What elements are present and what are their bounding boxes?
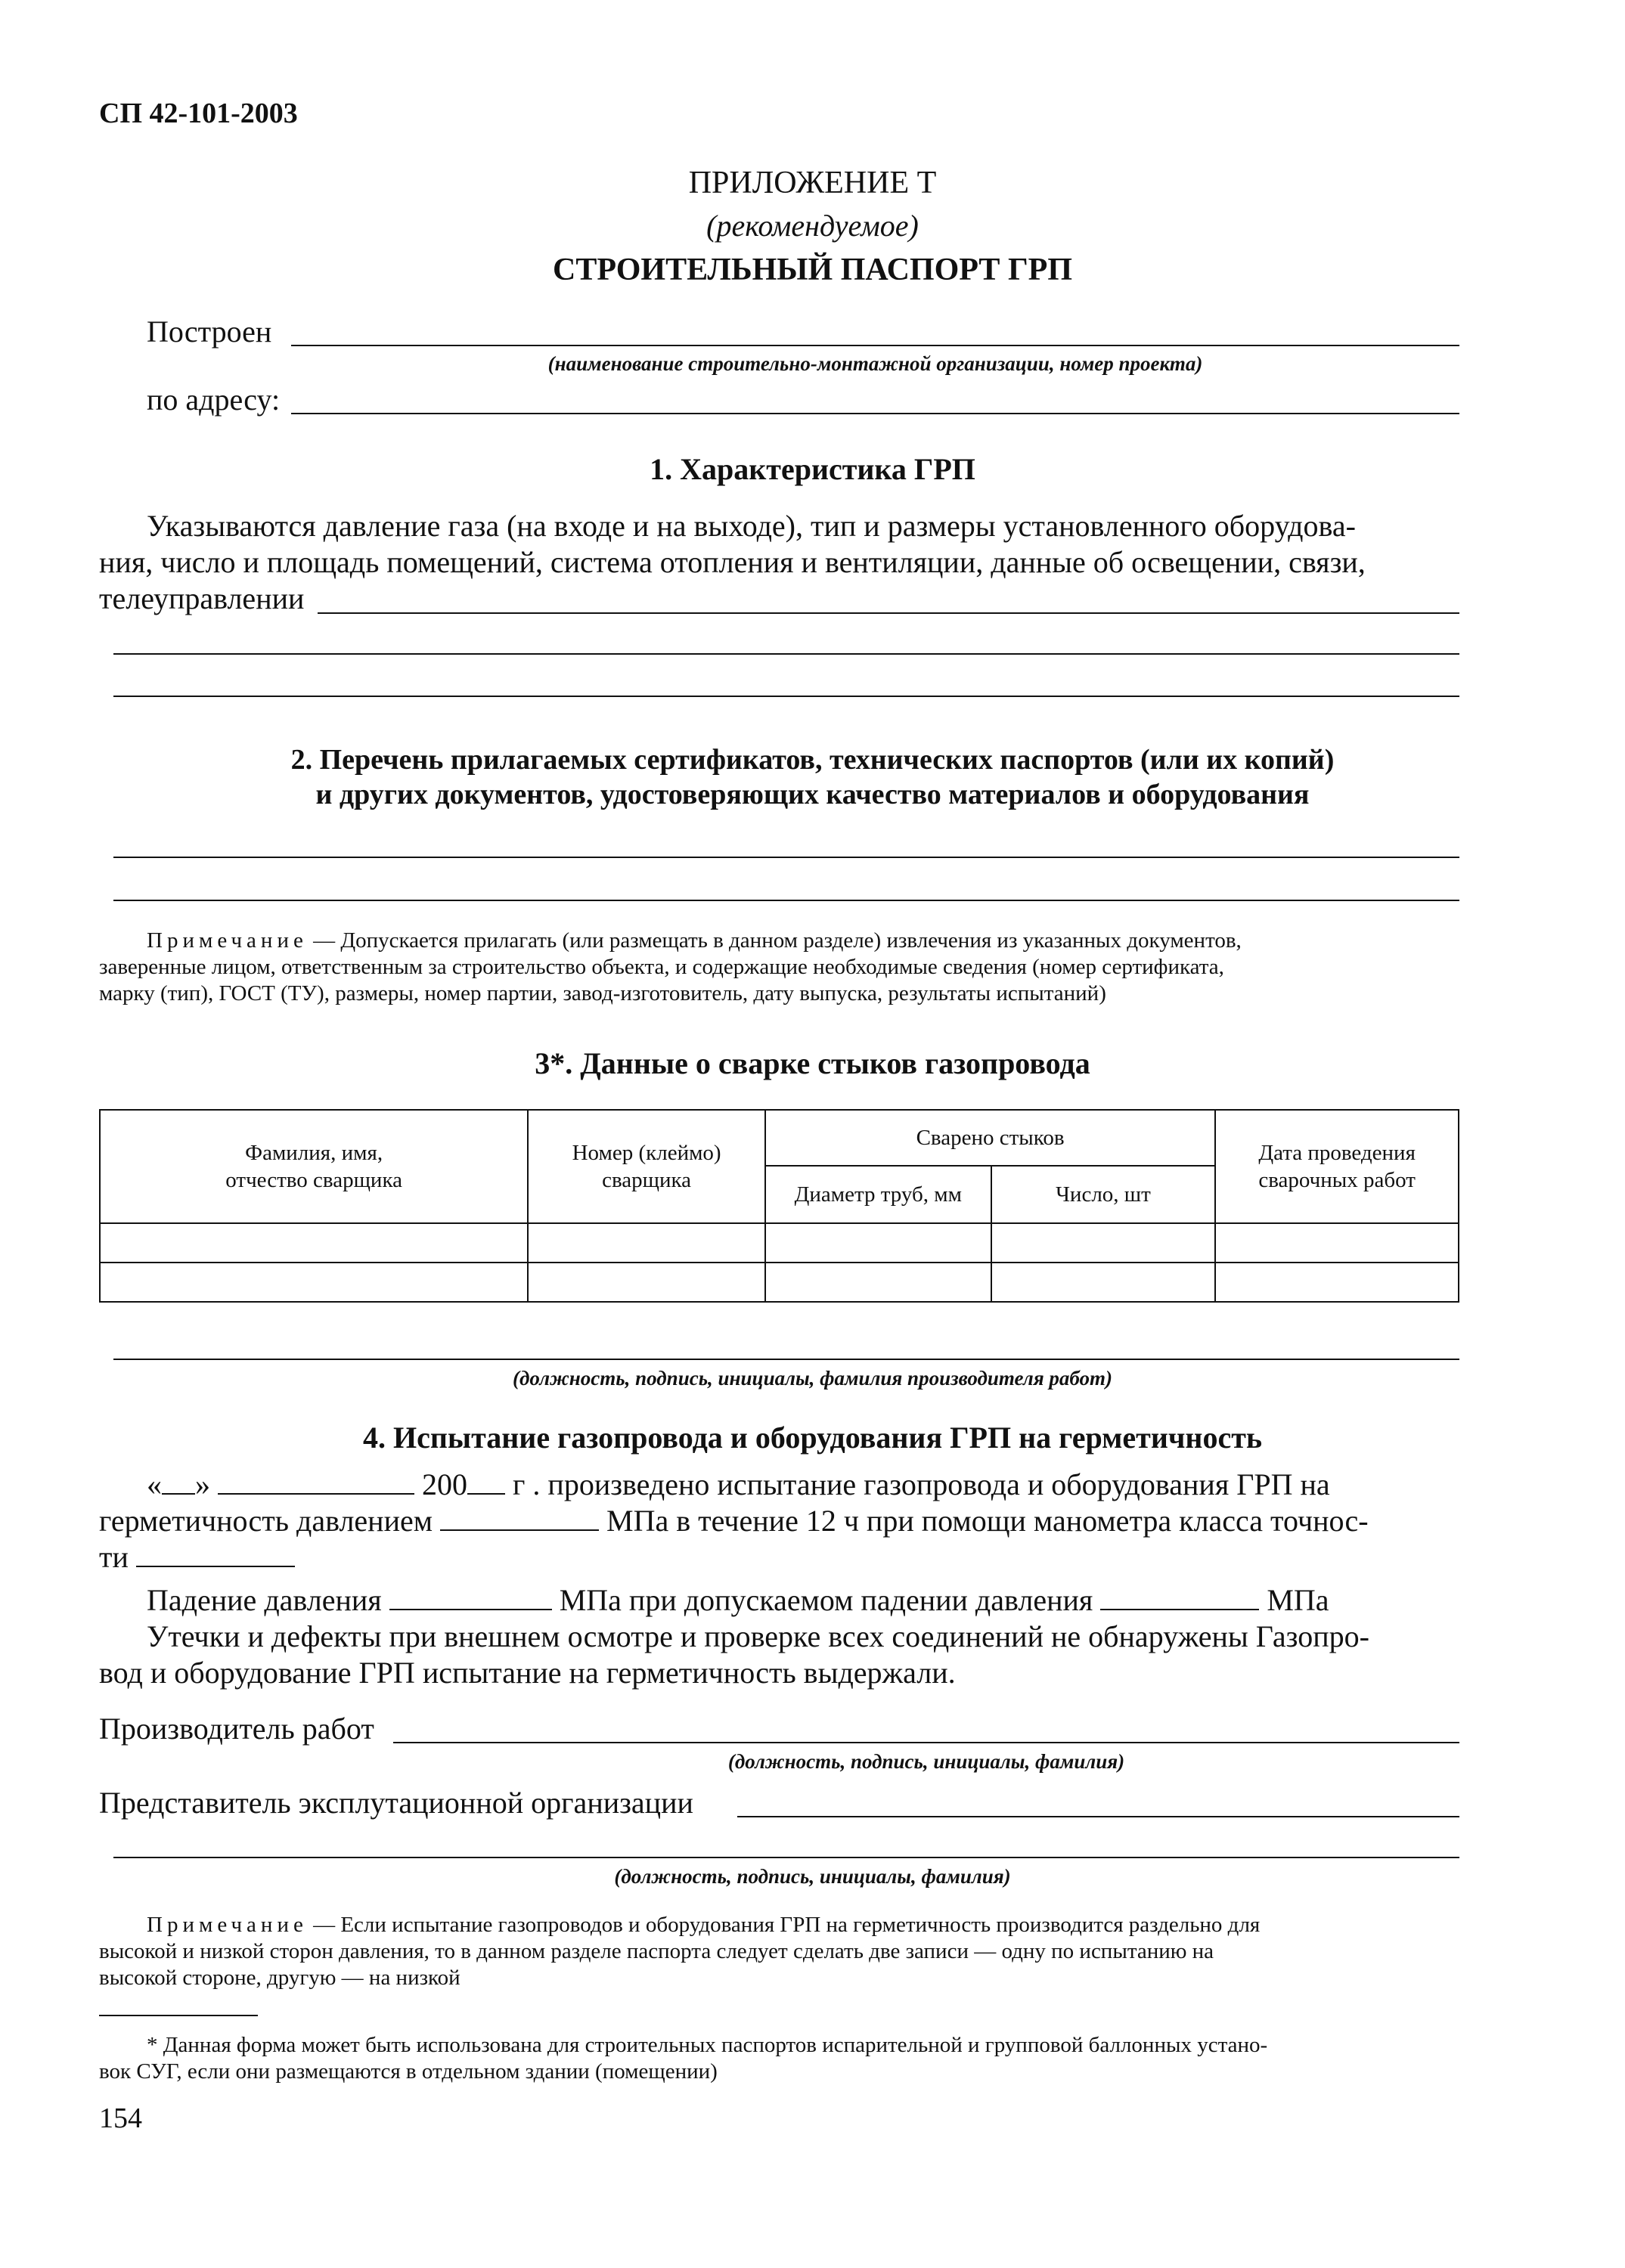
- table-row: [100, 1263, 1459, 1302]
- table-cell[interactable]: [991, 1223, 1216, 1263]
- table-cell[interactable]: [765, 1223, 991, 1263]
- section-1-field[interactable]: [318, 612, 1459, 614]
- allowed-drop-field[interactable]: [1100, 1608, 1259, 1610]
- accuracy-class-label: ти: [99, 1540, 129, 1574]
- address-label: по адресу:: [147, 383, 281, 417]
- note-label: Примечание: [147, 928, 308, 953]
- col-header-pipe-diameter: Диаметр труб, мм: [765, 1166, 991, 1223]
- pressure-drop-field[interactable]: [389, 1608, 552, 1610]
- built-by-label: Построен: [147, 314, 272, 349]
- section-1-text-line: Указываются давление газа (на входе и на выходе), тип и размеры установленного оборудова-: [147, 509, 1356, 543]
- test-month-field[interactable]: [218, 1492, 414, 1495]
- section-4-note-line: высокой и низкой сторон давления, то в данном разделе паспорта следует сделать две записи — одну по испытанию на: [99, 1939, 1214, 1963]
- operator-field[interactable]: [113, 1857, 1459, 1858]
- operator-field[interactable]: [737, 1816, 1459, 1817]
- note-text: — Допускается прилагать (или размещать в данном разделе) извлечения из указанных документов,: [307, 928, 1242, 953]
- section-1-field[interactable]: [113, 653, 1459, 655]
- table-cell[interactable]: [528, 1223, 765, 1263]
- table-cell[interactable]: [1215, 1263, 1459, 1302]
- allowed-drop-unit: МПа: [1267, 1583, 1329, 1617]
- section-3-heading: 3*. Данные о сварке стыков газопровода: [535, 1046, 1090, 1080]
- footnote-divider: [99, 2015, 258, 2016]
- test-pressure-field[interactable]: [440, 1529, 599, 1531]
- leaks-text-line: вод и оборудование ГРП испытание на герметичность выдержали.: [99, 1656, 956, 1690]
- test-date-line: [147, 1467, 1330, 1503]
- page-number: 154: [99, 2102, 142, 2134]
- pressure-drop-label: Падение давления: [147, 1583, 382, 1617]
- section-2-heading: [0, 742, 1625, 812]
- contractor-label: Производитель работ: [99, 1712, 374, 1746]
- section-2-heading-line: и других документов, удостоверяющих качество материалов и оборудования: [315, 779, 1310, 810]
- section-2-note-line: [147, 928, 1242, 954]
- col-header-welder-name: Фамилия, имя, отчество сварщика: [100, 1110, 528, 1223]
- table-cell[interactable]: [528, 1263, 765, 1302]
- built-by-hint: (наименование строительно-монтажной организации, номер проекта): [547, 352, 1203, 375]
- appendix-status: (рекомендуемое): [706, 209, 919, 243]
- form-title: СТРОИТЕЛЬНЫЙ ПАСПОРТ ГРП: [552, 253, 1072, 287]
- footnote-line: * Данная форма может быть использована для строительных паспортов испарительной и групповой баллонных устано-: [147, 2033, 1268, 2057]
- col-header-welded-joints: Сварено стыков: [765, 1110, 1215, 1166]
- section-1-text-line: телеуправлении: [99, 581, 305, 615]
- table-row: [100, 1223, 1459, 1263]
- contractor-hint: (должность, подпись, инициалы, фамилия): [727, 1750, 1125, 1773]
- section-4-note-line: [147, 1912, 1260, 1938]
- pressure-drop-line: [147, 1582, 1329, 1619]
- col-header-welding-date: Дата проведения сварочных работ: [1215, 1110, 1459, 1223]
- footnote-line: вок СУГ, если они размещаются в отдельном здании (помещении): [99, 2059, 718, 2084]
- operator-hint: (должность, подпись, инициалы, фамилия): [614, 1865, 1011, 1888]
- col-header-joint-count: Число, шт: [991, 1166, 1216, 1223]
- note-label: Примечание: [147, 1913, 308, 1937]
- section-4-note-line: высокой стороне, другую — на низкой: [99, 1966, 461, 1990]
- test-pressure-line: [99, 1503, 1369, 1539]
- accuracy-class-line: [99, 1539, 295, 1576]
- note-text: — Если испытание газопроводов и оборудования ГРП на герметичность производится раздельно для: [307, 1913, 1261, 1937]
- section-1-heading: 1. Характеристика ГРП: [650, 452, 975, 486]
- section-2-field[interactable]: [113, 857, 1459, 858]
- table-cell[interactable]: [100, 1223, 528, 1263]
- table-cell[interactable]: [1215, 1223, 1459, 1263]
- quote-open: «: [147, 1467, 162, 1501]
- accuracy-class-field[interactable]: [136, 1565, 295, 1567]
- test-pressure-label: герметичность давлением: [99, 1504, 433, 1538]
- section-2-heading-line: 2. Перечень прилагаемых сертификатов, технических паспортов (или их копий): [290, 744, 1335, 776]
- test-day-field[interactable]: [162, 1492, 195, 1495]
- section-3-signature-field[interactable]: [113, 1359, 1459, 1360]
- table-cell[interactable]: [100, 1263, 528, 1302]
- test-year-field[interactable]: [467, 1492, 505, 1495]
- section-3-signature-hint: (должность, подпись, инициалы, фамилия производителя работ): [513, 1367, 1112, 1390]
- leaks-text-line: Утечки и дефекты при внешнем осмотре и проверке всех соединений не обнаружены Газопро-: [147, 1619, 1369, 1653]
- section-4-heading: 4. Испытание газопровода и оборудования ГРП на герметичность: [362, 1421, 1263, 1455]
- table-cell[interactable]: [765, 1263, 991, 1302]
- test-date-text: г . произведено испытание газопровода и оборудования ГРП на: [513, 1467, 1330, 1501]
- col-header-welder-number: Номер (клеймо) сварщика: [528, 1110, 765, 1223]
- year-prefix: 200: [422, 1467, 467, 1501]
- allowed-drop-label: МПа при допускаемом падении давления: [559, 1583, 1093, 1617]
- section-1-text-line: ния, число и площадь помещений, система отопления и вентиляции, данные об освещении, связи,: [99, 545, 1366, 579]
- section-1-field[interactable]: [113, 696, 1459, 697]
- contractor-field[interactable]: [393, 1742, 1459, 1743]
- welding-table: [99, 1109, 1459, 1303]
- operator-label: Представитель эксплутационной организации: [99, 1786, 693, 1820]
- section-2-note-line: заверенные лицом, ответственным за строительство объекта, и содержащие необходимые сведения (номер сертификата,: [99, 955, 1224, 979]
- quote-close: »: [195, 1467, 210, 1501]
- section-2-note-line: марку (тип), ГОСТ (ТУ), размеры, номер партии, завод-изготовитель, дату выпуска, результаты испытаний): [99, 981, 1106, 1005]
- appendix-title: ПРИЛОЖЕНИЕ Т: [688, 166, 937, 200]
- table-cell[interactable]: [991, 1263, 1216, 1302]
- document-code: СП 42-101-2003: [99, 98, 298, 129]
- built-by-field[interactable]: [291, 345, 1459, 346]
- section-2-field[interactable]: [113, 900, 1459, 901]
- address-field[interactable]: [291, 413, 1459, 414]
- test-pressure-text: МПа в течение 12 ч при помощи манометра класса точнос-: [606, 1504, 1369, 1538]
